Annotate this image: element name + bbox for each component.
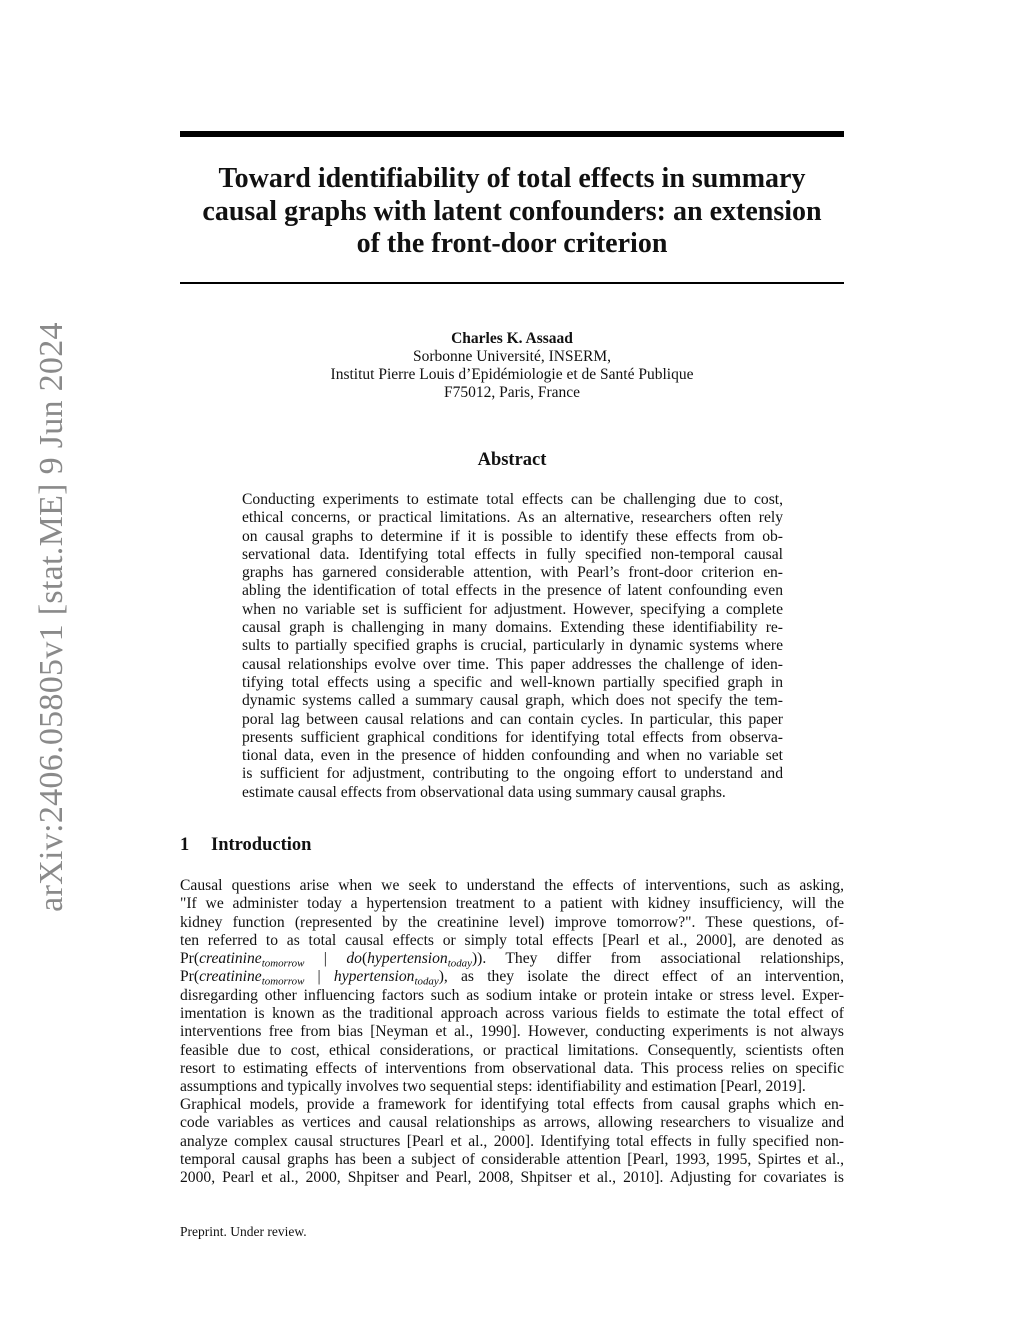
- paragraph-line: [180, 950, 844, 968]
- text-run: temporal causal graphs has been a subject of considerable attention [Pearl, 1993, 1995, Spirtes et al.,: [180, 1150, 844, 1168]
- paragraph-line: [180, 914, 844, 932]
- abstract-line: is sufficient for adjustment, contributing to the ongoing effort to understand and: [242, 765, 783, 783]
- abstract-line: causal graph is challenging in many domains. Extending these identifiability re-: [242, 619, 783, 637]
- text-run: analyze complex causal structures [Pearl et al., 2000]. Identifying total effects in fully specified non-: [180, 1132, 844, 1150]
- paragraph-line: [180, 1042, 844, 1060]
- math-symbol: creatinine: [199, 950, 262, 968]
- text-run: Pr(: [180, 950, 200, 968]
- text-run: imentation is known as the traditional approach across various fields to estimate the total effect of: [180, 1005, 844, 1023]
- footer-note: Preprint. Under review.: [180, 1224, 307, 1239]
- math-symbol: hypertension: [367, 950, 448, 968]
- paragraph-line: [180, 1096, 844, 1114]
- title-top-rule: [180, 131, 844, 137]
- abstract-line: on causal graphs to determine if it is possible to identify these effects from ob-: [242, 527, 783, 545]
- text-run: |: [304, 968, 334, 986]
- abstract-line: servational data. Identifying total effects in fully specified non-temporal causal: [242, 545, 783, 563]
- intro-paragraph-2: [180, 1096, 844, 1187]
- text-run: assumptions and typically involves two sequential steps: identifiability and estimation [Pearl, 2019].: [180, 1078, 806, 1096]
- abstract-line: ethical concerns, or practical limitations. As an alternative, researchers often rely: [242, 509, 783, 527]
- paragraph-line: [180, 932, 844, 950]
- text-run: |: [304, 950, 347, 968]
- abstract-line: dynamic systems called a summary causal graph, which does not specify the tem-: [242, 692, 783, 710]
- abstract-line: poral lag between causal relations and can contain cycles. In particular, this paper: [242, 710, 783, 728]
- text-run: 2000, Pearl et al., 2000, Shpitser and Pearl, 2008, Shpitser et al., 2010]. Adjusting for covariates is: [180, 1169, 844, 1187]
- paragraph-line: [180, 1060, 844, 1078]
- abstract-line: estimate causal effects from observational data using summary causal graphs.: [242, 783, 726, 801]
- text-run: Pr(: [180, 968, 200, 986]
- paragraph-line: [180, 968, 844, 986]
- arxiv-identifier: arXiv:2406.05805v1 [stat.ME] 9 Jun 2024: [33, 322, 70, 912]
- affiliation-line: F75012, Paris, France: [443, 384, 581, 401]
- title-bottom-rule: [180, 282, 844, 284]
- text-run: Causal questions arise when we seek to understand the effects of interventions, such as asking,: [180, 877, 844, 894]
- text-run: Graphical models, provide a framework for identifying total effects from causal graphs which en-: [180, 1096, 844, 1113]
- paragraph-line: [180, 895, 844, 913]
- text-run: interventions free from bias [Neyman et al., 1990]. However, conducting experiments is not always: [180, 1023, 844, 1041]
- math-symbol: hypertension: [333, 968, 415, 986]
- author-name: Charles K. Assaad: [451, 330, 573, 347]
- math-symbol: tomorrow: [261, 957, 305, 970]
- paper-title: [180, 163, 844, 261]
- text-run: )). They differ from associational relationships,: [471, 950, 845, 968]
- text-run: resort to estimating effects of interventions from observational data. This process relies on specific: [180, 1059, 844, 1077]
- author-block: [180, 330, 844, 402]
- abstract-body: [242, 491, 783, 802]
- paragraph-line: [180, 1114, 844, 1132]
- affiliation-line: Sorbonne Université, INSERM,: [412, 348, 612, 365]
- abstract-line: causal relationships evolve over time. This paper addresses the challenge of iden-: [242, 655, 783, 673]
- paragraph-line: [180, 1023, 844, 1041]
- paragraph-line: [180, 877, 844, 895]
- text-run: ten referred to as total causal effects or simply total effects [Pearl et al., 2000], are denoted as: [180, 931, 844, 949]
- affiliation-line: Institut Pierre Louis d’Epidémiologie et de Santé Publique: [330, 366, 694, 383]
- text-run: kidney function (represented by the creatinine level) improve tomorrow?". These questions, of-: [180, 913, 844, 931]
- abstract-line: abling the identification of total effects in the presence of latent confounding even: [242, 582, 783, 600]
- abstract-line: presents sufficient graphical conditions for identifying total effects from observa-: [242, 728, 783, 746]
- math-symbol: today: [414, 975, 439, 988]
- abstract-line: when no variable set is sufficient for adjustment. However, specifying a complete: [242, 600, 783, 618]
- math-symbol: tomorrow: [261, 975, 305, 988]
- section-heading: [180, 835, 311, 856]
- text-run: feasible due to cost, ethical considerations, or practical limitations. Consequently, scientists often: [180, 1041, 844, 1059]
- text-run: (: [361, 950, 368, 968]
- intro-paragraph-1: [180, 877, 844, 1097]
- title-line: causal graphs with latent confounders: an extension: [202, 195, 822, 227]
- abstract-line: sults to partially specified graphs is crucial, particularly in dynamic systems where: [242, 637, 783, 655]
- text-run: ), as they isolate the direct effect of an intervention,: [438, 968, 844, 986]
- paragraph-line: [180, 1005, 844, 1023]
- title-line: of the front-door criterion: [356, 228, 668, 259]
- paragraph-line: [180, 1078, 844, 1096]
- text-run: "If we administer today a hypertension treatment to a patient with kidney insufficiency, will the: [180, 895, 844, 913]
- paragraph-line: [180, 987, 844, 1005]
- abstract-heading: Abstract: [477, 450, 547, 470]
- abstract-line: Conducting experiments to estimate total effects can be challenging due to cost,: [242, 491, 783, 508]
- text-run: disregarding other influencing factors such as sodium intake or protein intake or stress level. Exper-: [180, 986, 844, 1004]
- paragraph-line: [180, 1133, 844, 1151]
- text-run: code variables as vertices and causal relationships as arrows, allowing researchers to visualize and: [180, 1114, 844, 1132]
- paragraph-line: [180, 1151, 844, 1169]
- section-title: Introduction: [211, 835, 312, 855]
- paragraph-line: [180, 1169, 844, 1187]
- math-symbol: today: [447, 957, 472, 970]
- section-number: 1: [180, 835, 190, 855]
- abstract-line: tional data, even in the presence of hidden confounding and when no variable set: [242, 747, 783, 765]
- math-symbol: do: [346, 950, 362, 968]
- math-symbol: creatinine: [199, 968, 262, 986]
- title-line: Toward identifiability of total effects in summary: [218, 163, 806, 194]
- abstract-line: tifying total effects using a specific and well-known partially specified graph in: [242, 673, 783, 691]
- abstract-line: graphs has garnered considerable attention, with Pearl’s front-door criterion en-: [242, 564, 783, 582]
